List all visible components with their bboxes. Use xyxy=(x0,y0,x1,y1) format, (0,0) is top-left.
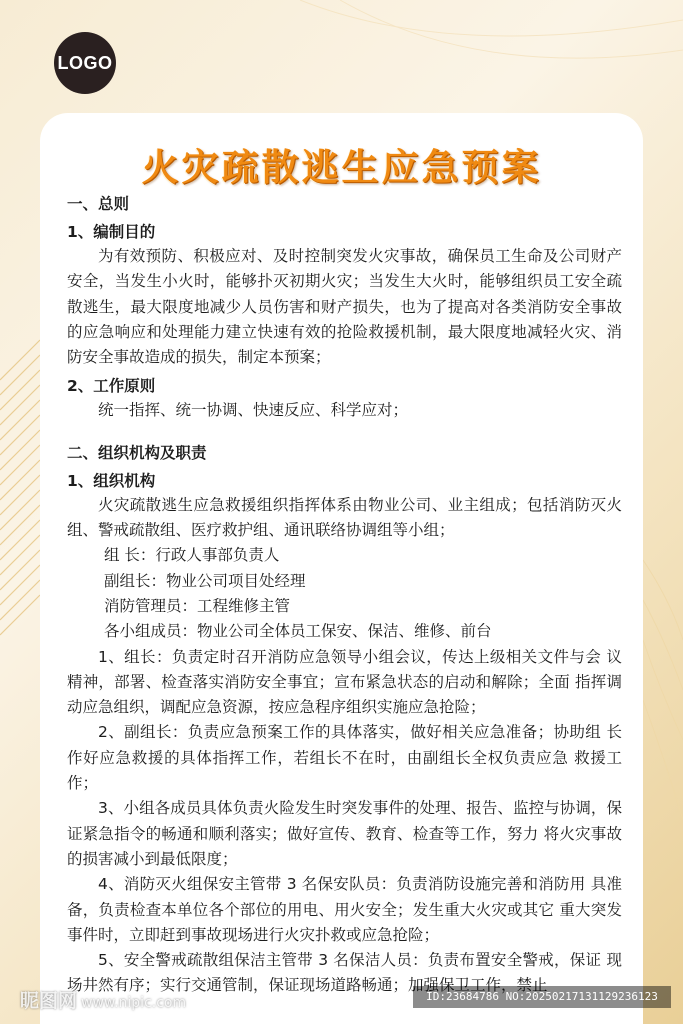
duty-item: 3、小组各成员具体负责火险发生时突发事件的处理、报告、监控与协调，保证紧急指令的畅通和顺利落实；做好宣传、教育、检查等工作，努力 将火灾事故的损害减小到最低限度； xyxy=(67,799,622,868)
subsection-heading: 1、编制目的 xyxy=(67,223,156,241)
duty-item: 1、组长：负责定时召开消防应急领导小组会议，传达上级相关文件与会 议精神，部署、检查落实消防安全事宜；宣布紧急状态的启动和解除；全面 指挥调动应急组织，调配应急资源，按应急程序组织实施应急抢险； xyxy=(67,647,622,717)
logo: LOGO xyxy=(54,32,116,94)
paragraph: 统一指挥、统一协调、快速反应、科学应对； xyxy=(98,401,409,420)
duty-item: 4、消防灭火组保安主管带 3 名保安队员：负责消防设施完善和消防用 具准备，负责检查本单位各个部位的用电、用火安全；发生重大火灾或其它 重大突发事件时，立即赶到事故现场进行火灾扑救或应急抢险； xyxy=(67,875,622,944)
watermark xyxy=(20,986,186,1013)
section-heading: 二、组织机构及职责 xyxy=(67,443,207,462)
paragraph: 为有效预防、积极应对、及时控制突发火灾事故，确保员工生命及公司财产安全，当发生小火时，能够扑灭初期火灾；当发生大火时，能够组织员工安全疏散逃生，最大限度地减少人员伤害和财产损失，也为了提高对各类消防安全事故的应急响应和处理能力建立快速有效的抢险救援机制，最大限度地减轻火灾、消防安全事故造成的损失，制定本预案； xyxy=(67,247,622,367)
content-card xyxy=(40,113,643,1024)
document-body xyxy=(67,193,622,999)
role-item: 各小组成员：物业公司全体员工保安、保洁、维修、前台 xyxy=(104,622,492,641)
paragraph: 火灾疏散逃生应急救援组织指挥体系由物业公司、业主组成；包括消防灭火组、警戒疏散组、医疗救护组、通讯联络协调组等小组； xyxy=(67,495,622,540)
duty-item: 2、副组长：负责应急预案工作的具体落实，做好相关应急准备；协助组 长作好应急救援的具体指挥工作，若组长不在时，由副组长全权负责应急 救援工作； xyxy=(67,723,622,793)
image-id-bar: ID:23684786 NO:20250217131129236123 xyxy=(413,986,671,1008)
watermark-url: www.nipic.com xyxy=(81,995,187,1011)
subsection-heading: 2、工作原则 xyxy=(67,377,156,396)
duty-item: 5、安全警戒疏散组保洁主管带 3 名保洁人员：负责布置安全警戒，保证 现场井然有序；实行交通管制，保证现场道路畅通；加强保卫工作，禁止 xyxy=(67,951,622,995)
role-item: 副组长：物业公司项目处经理 xyxy=(104,571,306,590)
role-item: 消防管理员：工程维修主管 xyxy=(104,596,291,615)
role-item: 组 长：行政人事部负责人 xyxy=(104,546,280,565)
page-title: 火灾疏散逃生应急预案 xyxy=(141,146,542,189)
subsection-heading: 1、组织机构 xyxy=(67,471,156,490)
watermark-site: 昵图网 xyxy=(20,990,78,1012)
section-heading: 一、总则 xyxy=(67,195,130,213)
